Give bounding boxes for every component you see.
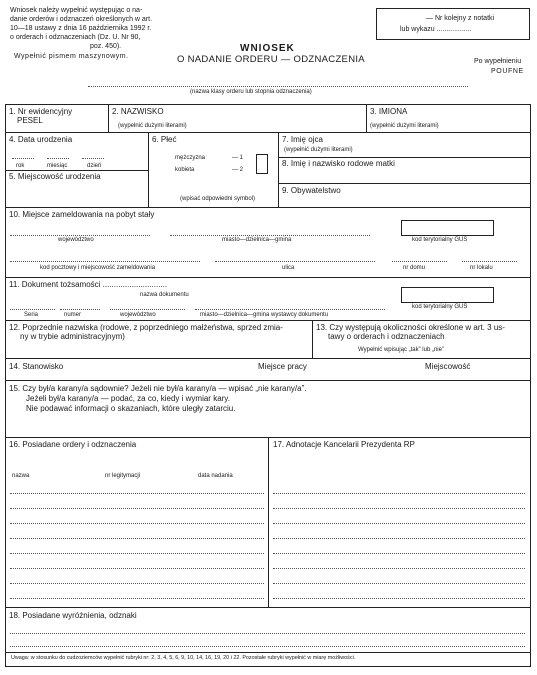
document-gus-caption: kod terytorialny GUS [412,304,468,310]
street-line[interactable] [215,261,375,262]
house-number-line[interactable] [392,261,447,262]
birth-year-line[interactable] [12,158,34,159]
order-class-hint: (nazwa klasy orderu lub stopnia odznaczenia) [190,89,312,95]
field-12-line2: ny w trybie administracyjnym) [20,332,125,341]
field-13-line1: 13. Czy występują okoliczności określone w art. 3 us- [316,323,505,332]
footer-note: Uwaga: w stosunku do cudzoziemców wypełnić rubryki nr: 2, 3, 4, 5, 6, 9, 10, 14, 16, 19, 20 i 22. Pozostałe rubryki wypełnić w miarę możliwości. [11,655,356,661]
annotation-line[interactable] [273,508,525,509]
order-line[interactable] [10,568,264,569]
field-15-line2: Jeżeli był/a karany/a — podać, za co, kiedy i wymiar kary. [26,394,230,403]
series-caption: Seria [24,312,39,318]
house-number-caption: nr domu [403,265,426,271]
field-9-label: 9. Obywatelstwo [282,186,341,195]
birth-month-line[interactable] [47,158,69,159]
field-6-label: 6. Płeć [152,135,177,144]
distinction-line[interactable] [10,633,525,634]
residence-gus-caption: kod terytorialny GUS [412,237,468,243]
instruction-line: Wniosek należy wypełnić występując o na- [10,7,143,14]
instruction-line: poz. 450). [90,43,122,50]
document-gus-box[interactable] [401,287,494,303]
order-line[interactable] [10,508,264,509]
field-1-label: 1. Nr ewidencyjny [9,107,73,116]
document-issuer-line[interactable] [195,309,385,310]
field-2-label: 2. NAZWISKO [112,107,164,116]
residence-voivodeship-line[interactable] [10,235,150,236]
distinction-line[interactable] [10,646,525,647]
birth-year-caption: rok [16,163,25,169]
document-number-line[interactable] [60,309,100,310]
typewriter-note: Wypełnić pismem maszynowym. [14,53,129,60]
female-label: kobieta [175,167,195,173]
order-name-header: nazwa [12,473,30,479]
field-18-label: 18. Posiadane wyróżnienia, odznaki [9,611,137,620]
serial-number-label: — Nr kolejny z notatki [426,15,495,22]
order-date-header: data nadania [198,473,233,479]
field-8-label: 8. Imię i nazwisko rodowe matki [282,159,395,168]
field-5-label: 5. Miejscowość urodzenia [9,172,101,181]
field-17-label: 17. Adnotacje Kancelarii Prezydenta RP [273,440,415,449]
field-15-line1: 15. Czy był/a karany/a sądownie? Jeżeli nie był/a karany/a — wpisać „nie karany/a”. [9,384,307,393]
field-2-hint: (wypełnić dużymi literami) [118,123,187,129]
field-11-label: 11. Dokument tożsamości ............................. [9,280,168,289]
field-3-label: 3. IMIONA [370,107,408,116]
annotation-line[interactable] [273,493,525,494]
number-caption: numer [64,312,82,318]
field-7-hint: (wypełnić dużymi literami) [284,147,353,153]
annotation-line[interactable] [273,583,525,584]
document-voivodeship-line[interactable] [110,309,185,310]
field-3-hint: (wypełnić dużymi literami) [370,123,439,129]
flat-number-caption: nr lokalu [470,265,493,271]
field-14-label: 14. Stanowisko [9,362,64,371]
order-line[interactable] [10,493,264,494]
document-voivodeship-caption: województwo [120,312,156,318]
male-label: mężczyzna [175,155,206,161]
order-line[interactable] [10,583,264,584]
after-fill-label: Po wypełnieniu [474,58,522,65]
birth-day-caption: dzień [87,163,102,169]
field-4-label: 4. Data urodzenia [9,135,73,144]
serial-number-box[interactable] [376,8,530,40]
residence-city-caption: miasto—dzielnica—gmina [222,237,292,243]
locality-label: Miejscowość [425,362,471,371]
document-issuer-caption: miasto—dzielnica—gmina wystawcy dokumentu [200,312,329,318]
field-10-label: 10. Miejsce zameldowania na pobyt stały [9,210,155,219]
field-6-hint: (wpisać odpowiedni symbol) [180,196,256,202]
annotation-line[interactable] [273,553,525,554]
order-class-line[interactable] [88,86,468,87]
order-line[interactable] [10,538,264,539]
instruction-line: o orderach i odznaczeniach (Dz. U. Nr 90, [10,34,141,41]
workplace-label: Miejsce pracy [258,362,307,371]
residence-city-line[interactable] [170,235,370,236]
field-1-sub: PESEL [17,116,43,125]
field-16-label: 16. Posiadane ordery i odznaczenia [9,440,137,449]
birth-day-line[interactable] [82,158,104,159]
field-7-label: 7. Imię ojca [282,135,323,144]
order-idnum-header: nr legitymacji [105,473,141,479]
residence-voivodeship-caption: województwo [58,237,94,243]
list-label: lub wykazu .................. [400,26,472,33]
instruction-line: 10—18 ustawy z dnia 16 października 1992 r. [10,25,152,32]
field-12-line1: 12. Poprzednie nazwiska (rodowe, z poprzedniego małżeństwa, sprzed zmia- [9,323,283,332]
street-caption: ulica [282,265,295,271]
form-title: WNIOSEK [240,43,295,54]
birth-month-caption: miesiąc [47,163,68,169]
confidential-label: POUFNE [491,68,524,75]
order-line[interactable] [10,598,264,599]
female-code: — 2 [232,167,244,173]
field-13-line2: tawy o orderach i odznaczeniach [328,332,445,341]
postal-code-caption: kod pocztowy i miejscowość zameldowania [40,265,156,271]
annotation-line[interactable] [273,568,525,569]
document-name-caption: nazwa dokumentu [140,292,189,298]
annotation-line[interactable] [273,598,525,599]
residence-gus-box[interactable] [401,220,494,236]
instruction-line: danie orderów i odznaczeń określonych w art. [10,16,153,23]
annotation-line[interactable] [273,538,525,539]
male-code: — 1 [232,155,244,161]
flat-number-line[interactable] [462,261,517,262]
field-13-hint: Wypełnić wpisując „tak” lub „nie” [358,347,444,353]
field-15-line3: Nie podawać informacji o skazaniach, które uległy zatarciu. [26,404,236,413]
form-subtitle: O NADANIE ORDERU — ODZNACZENIA [177,54,365,65]
postal-code-line[interactable] [10,261,200,262]
order-line[interactable] [10,553,264,554]
document-series-line[interactable] [10,309,55,310]
sex-symbol-box[interactable] [256,154,268,174]
annotation-line[interactable] [273,523,525,524]
order-line[interactable] [10,523,264,524]
